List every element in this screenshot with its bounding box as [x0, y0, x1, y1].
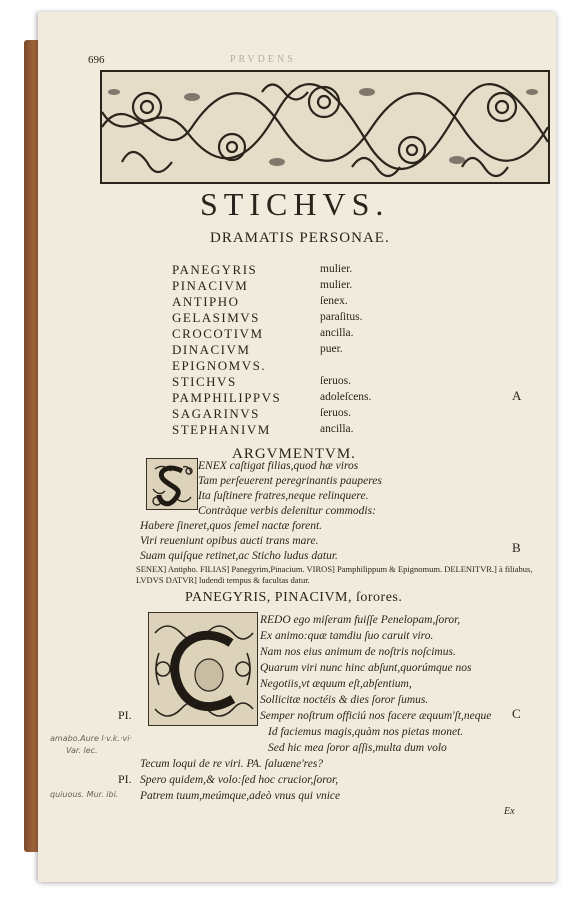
argument-line: Viri reueniunt opibus aucti trans mare.: [140, 535, 319, 547]
manuscript-note: quiuous. Mur. ibi.: [50, 790, 119, 799]
play-title: STICHVS.: [200, 186, 390, 222]
page-number: 696: [88, 54, 105, 66]
cast-name: PAMPHILIPPVS: [172, 390, 282, 405]
catchword: Ex: [504, 806, 515, 817]
cast-name: PANEGYRIS: [172, 262, 258, 277]
cast-role: ſeruos.: [320, 375, 351, 387]
decorated-initial-c: [148, 612, 258, 726]
margin-letter-c: C: [512, 706, 521, 721]
scene-line: Spero quidem,& volo:ſed hoc crucior,ſoror,: [140, 774, 339, 786]
argument-line: Ita ſuſtinere fratres,neque relinquere.: [198, 490, 369, 502]
cast-role: ſeruos.: [320, 407, 351, 419]
cast-role: paraſitus.: [320, 311, 363, 323]
cast-role: adoleſcens.: [320, 391, 372, 403]
speaker-label: PI.: [118, 708, 132, 722]
initial-s-icon: [147, 459, 197, 509]
scene-line: REDO ego miſeram fuiſſe Penelopam,ſoror,: [260, 614, 461, 626]
scene-line: Id faciemus magis,quàm nos pietas monet.: [268, 726, 464, 738]
ornament-svg: [102, 72, 548, 182]
initial-c-icon: [149, 613, 257, 725]
cast-name: PINACIVM: [172, 278, 249, 293]
cast-role: ſenex.: [320, 295, 348, 307]
scene-line: Ex animo:quæ tamdiu ſuo caruit viro.: [260, 630, 434, 642]
decorated-initial-s: [146, 458, 198, 510]
argument-note-line: LVDVS DATVR] ludendi tempus & facultas datur.: [136, 575, 310, 585]
argument-note-line: SENEX] Antipho. FILIAS] Panegyrim,Pinacium. VIROS] Pamphilippum & Epignomum. DELENITVR.] à filiabus,: [136, 564, 533, 574]
argument-line: Habere ſineret,quos ſemel nactæ forent.: [140, 520, 323, 532]
scene-line: Tecum loqui de re viri. PA. ſaluæne'res?: [140, 758, 324, 770]
cast-role: mulier.: [320, 263, 353, 275]
running-head: PRVDENS: [230, 54, 296, 65]
scene-line: Nam nos eius animum de noſtris noſcimus.: [260, 646, 456, 658]
cast-role: mulier.: [320, 279, 353, 291]
scene-line: Negotiis,vt æquum eſt,abſentium,: [260, 678, 412, 690]
argument-line: ENEX caſtigat filias,quod hæ viros: [198, 460, 359, 472]
margin-letter-a: A: [512, 388, 522, 403]
scene-line: Sollicitæ noctéis & dies ſoror ſumus.: [260, 694, 429, 706]
cast-name: DINACIVM: [172, 342, 251, 357]
argument-heading: ARGVMENTVM.: [232, 446, 356, 462]
cast-name: EPIGNOMVS.: [172, 358, 267, 373]
cast-name: STEPHANIVM: [172, 422, 271, 437]
cast-name: CROCOTIVM: [172, 326, 264, 341]
cast-role: puer.: [320, 343, 343, 355]
scene-line: Sed hic mea ſoror aſſis,multa dum volo: [268, 742, 447, 754]
cast-name: GELASIMVS: [172, 310, 260, 325]
speaker-label: PI.: [118, 772, 132, 786]
argument-line: Tam perſeuerent peregrinantis pauperes: [198, 475, 382, 487]
woodcut-ornament-band: [100, 70, 550, 184]
argument-line: Suam quiſque retinet,ac Sticho ludus datur.: [140, 550, 338, 562]
dramatis-personae-heading: DRAMATIS PERSONAE.: [210, 230, 390, 246]
cast-name: SAGARINVS: [172, 406, 260, 421]
cast-role: ancilla.: [320, 423, 354, 435]
scene-line: Semper noſtrum officiú nos facere æquum'ſt,neque: [260, 710, 492, 722]
scene-line: Patrem tuum,meúmque,adeò vnus qui vnice: [140, 790, 341, 802]
manuscript-note: Var. lec.: [66, 746, 98, 755]
scene-heading: PANEGYRIS, PINACIVM, ſorores.: [185, 590, 403, 605]
cast-role: ancilla.: [320, 327, 354, 339]
argument-line: Contràque verbis delenitur commodis:: [198, 505, 376, 517]
cast-name: ANTIPHO: [172, 294, 240, 309]
margin-letter-b: B: [512, 540, 521, 555]
manuscript-note: amabo.Aure l·v.k.·vi·: [50, 734, 133, 743]
cast-name: STICHVS: [172, 374, 237, 389]
scene-line: Quarum viri nunc hinc abſunt,quorúmque nos: [260, 662, 472, 674]
